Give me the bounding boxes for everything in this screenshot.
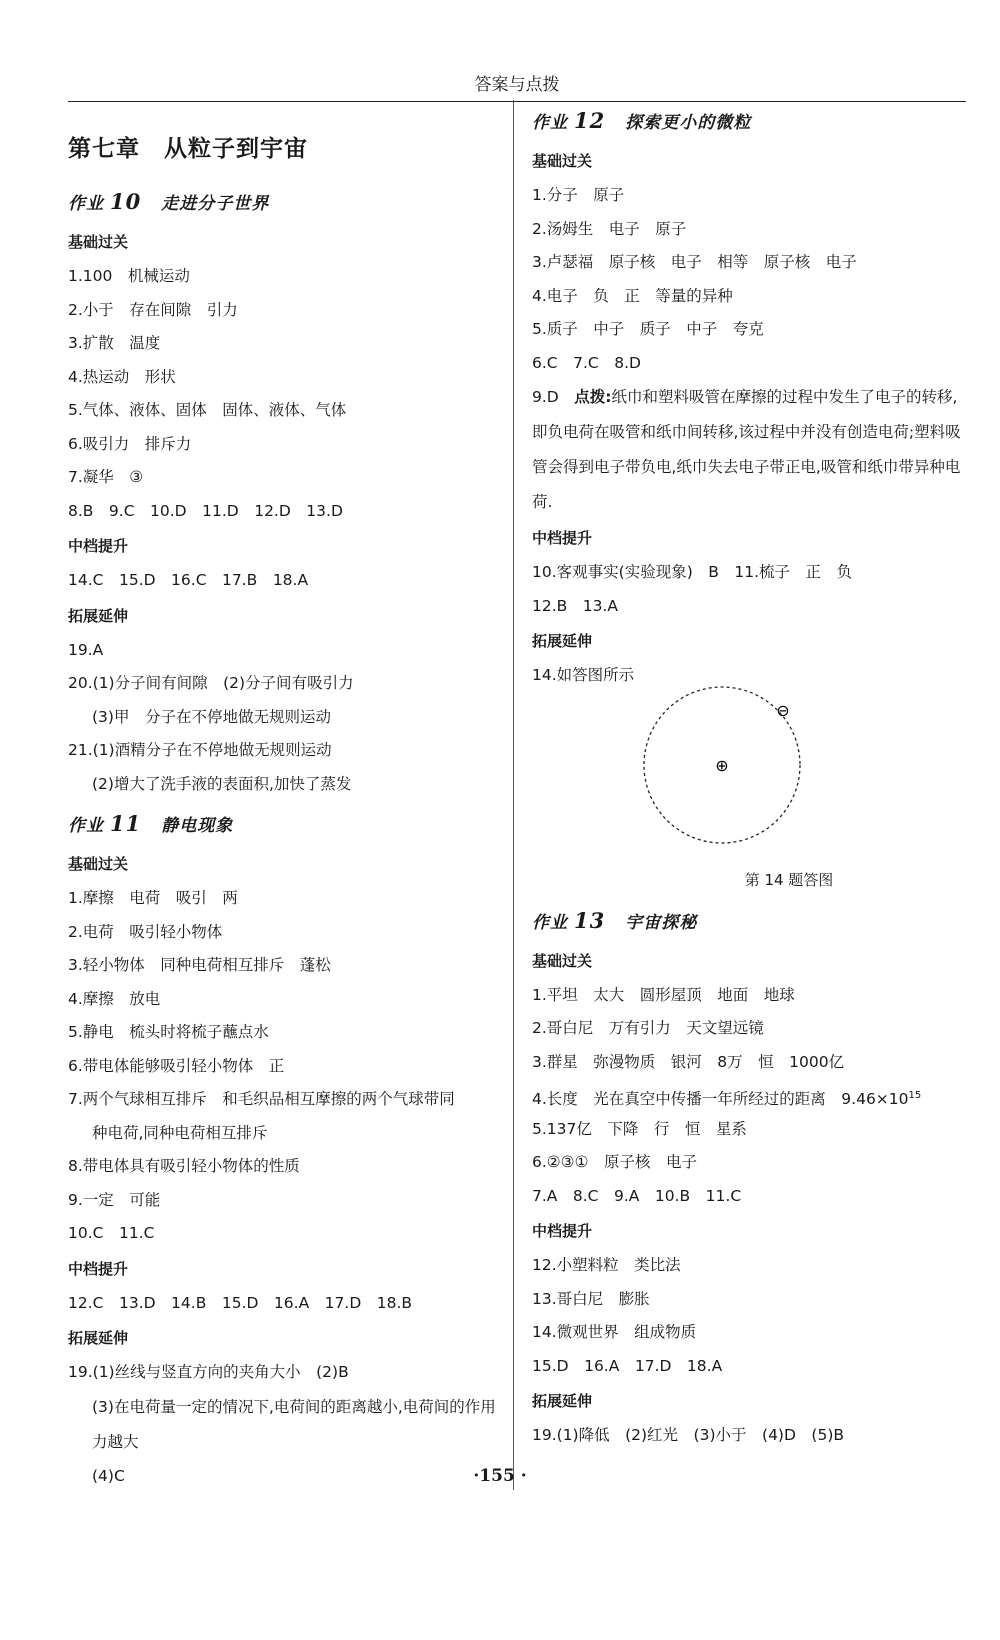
hw-number: 13	[574, 907, 606, 933]
answer-line: 4.摩擦 放电	[68, 989, 161, 1008]
right-column	[532, 108, 966, 1453]
answer-line: 8.B 9.C 10.D 11.D 12.D 13.D	[68, 501, 343, 520]
answer-line: 20.(1)分子间有间隙 (2)分子间有吸引力	[68, 674, 354, 692]
hw-number: 10	[110, 189, 142, 214]
answer-line: 4.电子 负 正 等量的异种	[532, 286, 733, 305]
section-heading: 中档提升	[68, 1259, 129, 1278]
answer-line: 6.带电体能够吸引轻小物体 正	[68, 1056, 285, 1075]
answer-text: 4.长度 光在真空中传播一年所经过的距离 9.46×10	[532, 1090, 909, 1109]
answer-line	[532, 1079, 966, 1113]
electron-minus-icon: ⊖	[776, 700, 790, 720]
answer-line: 19.(1)丝线与竖直方向的夹角大小 (2)B	[68, 1363, 349, 1381]
left-column	[68, 108, 500, 1493]
answer-line: (3)甲 分子在不停地做无规则运动	[92, 707, 331, 726]
answer-line: 7.两个气球相互排斥 和毛织品相互摩擦的两个气球带同	[68, 1090, 455, 1108]
answer-line: 21.(1)酒精分子在不停地做无规则运动	[68, 741, 332, 759]
answer-line: 1.100 机械运动	[68, 267, 190, 285]
hw-number: 12	[574, 108, 606, 133]
answer-line: 10.客观事实(实验现象) B 11.梳子 正 负	[532, 563, 853, 581]
answer-line: 3.扩散 温度	[68, 334, 161, 352]
section-heading: 拓展延伸	[532, 632, 593, 650]
hw-title: 探索更小的微粒	[625, 113, 752, 133]
answer-line: 5.137亿 下降 行 恒 星系	[532, 1119, 747, 1138]
section-heading: 基础过关	[68, 233, 129, 251]
answer-line: 13.哥白尼 膨胀	[532, 1289, 650, 1308]
nucleus-plus-icon: ⊕	[715, 755, 729, 775]
answer-line: 3.群星 弥漫物质 银河 8万 恒 1000亿	[532, 1052, 845, 1071]
answer-line: 14.如答图所示	[532, 666, 635, 684]
section-heading: 拓展延伸	[532, 1392, 593, 1410]
exponent: 15	[908, 1090, 922, 1101]
hw-title: 宇宙探秘	[625, 912, 698, 933]
answer-paragraph	[532, 380, 966, 520]
hw-label: 作业	[68, 194, 104, 214]
answer-line: 2.电荷 吸引轻小物体	[68, 922, 223, 941]
answer-line: 2.汤姆生 电子 原子	[532, 219, 687, 238]
section-heading: 基础过关	[532, 951, 593, 970]
answer-line: 10.C 11.C	[68, 1224, 155, 1242]
hw-label: 作业	[68, 816, 104, 836]
hint-label: 点拨:	[574, 388, 612, 406]
running-header: 答案与点拨	[68, 70, 966, 102]
answer-line: 1.平坦 太大 圆形屋顶 地面 地球	[532, 985, 795, 1004]
answer-line: 2.哥白尼 万有引力 天文望远镜	[532, 1019, 764, 1037]
answer-line: 种电荷,同种电荷相互排斥	[92, 1123, 268, 1142]
column-divider	[513, 100, 514, 1490]
answer-line: 1.摩擦 电荷 吸引 两	[68, 889, 238, 907]
atom-model-figure	[532, 683, 966, 863]
hw-label: 作业	[532, 113, 568, 133]
section-heading: 拓展延伸	[68, 606, 129, 625]
answer-line: 5.静电 梳头时将梳子蘸点水	[68, 1023, 269, 1041]
answer-line: 8.带电体具有吸引轻小物体的性质	[68, 1157, 300, 1175]
answer-line: 6.②③① 原子核 电子	[532, 1153, 697, 1171]
answer-line: 4.热运动 形状	[68, 367, 176, 386]
answer-line: 5.质子 中子 质子 中子 夸克	[532, 320, 764, 338]
page-number: ·155 ·	[473, 1466, 527, 1486]
answer-line: 6.吸引力 排斥力	[68, 434, 192, 453]
answer-line: 1.分子 原子	[532, 186, 625, 204]
section-heading: 中档提升	[532, 1222, 593, 1240]
answer-line: 6.C 7.C 8.D	[532, 353, 641, 372]
answer-line: 2.小于 存在间隙 引力	[68, 300, 238, 319]
answer-line: 12.C 13.D 14.B 15.D 16.A 17.D 18.B	[68, 1293, 413, 1312]
answer-line: 12.B 13.A	[532, 596, 619, 615]
answer-line: 14.微观世界 组成物质	[532, 1323, 697, 1341]
figure-caption: 第 14 题答图	[744, 870, 834, 889]
answer-line: 7.凝华 ③	[68, 468, 144, 486]
chapter-title: 第七章 从粒子到宇宙	[68, 135, 308, 162]
hw-label: 作业	[532, 912, 568, 933]
hw-title: 静电现象	[161, 816, 234, 836]
answer-line: 15.D 16.A 17.D 18.A	[532, 1356, 723, 1375]
answer-line: 3.轻小物体 同种电荷相互排斥 蓬松	[68, 956, 331, 974]
answer-line: (4)C	[92, 1466, 125, 1485]
answer-line: 5.气体、液体、固体 固体、液体、气体	[68, 401, 347, 419]
section-heading: 中档提升	[68, 537, 129, 555]
homework-13-heading	[532, 908, 966, 933]
hw-number: 11	[110, 811, 142, 836]
answer-line: (3)在电荷量一定的情况下,电荷间的距离越小,电荷间的作用力越大	[92, 1397, 496, 1451]
answer-line: 9.一定 可能	[68, 1190, 161, 1209]
section-heading: 拓展延伸	[68, 1329, 129, 1347]
section-heading: 基础过关	[532, 152, 593, 170]
hint-text: 纸巾和塑料吸管在摩擦的过程中发生了电子的转移,即负电荷在吸管和纸巾间转移,该过程中并没有创造电荷;塑料吸管会得到电子带负电,纸巾失去电子带正电,吸管和纸巾带异种电荷.	[532, 388, 961, 511]
answer-line: 19.(1)降低 (2)红光 (3)小于 (4)D (5)B	[532, 1426, 844, 1444]
atom-diagram	[532, 683, 966, 863]
answer-prefix: 9.D	[532, 388, 575, 406]
section-heading: 基础过关	[68, 855, 129, 873]
hw-title: 走进分子世界	[161, 194, 270, 214]
homework-12-heading	[532, 108, 966, 133]
answer-line: 3.卢瑟福 原子核 电子 相等 原子核 电子	[532, 253, 857, 271]
answer-line: 19.A	[68, 640, 104, 659]
answer-line: 12.小塑料粒 类比法	[532, 1256, 681, 1274]
section-heading: 中档提升	[532, 529, 593, 547]
answer-line: 7.A 8.C 9.A 10.B 11.C	[532, 1186, 742, 1205]
homework-11-heading	[68, 811, 500, 836]
homework-10-heading	[68, 189, 500, 214]
answer-line: (2)增大了洗手液的表面积,加快了蒸发	[92, 774, 352, 793]
answer-line: 14.C 15.D 16.C 17.B 18.A	[68, 571, 309, 589]
